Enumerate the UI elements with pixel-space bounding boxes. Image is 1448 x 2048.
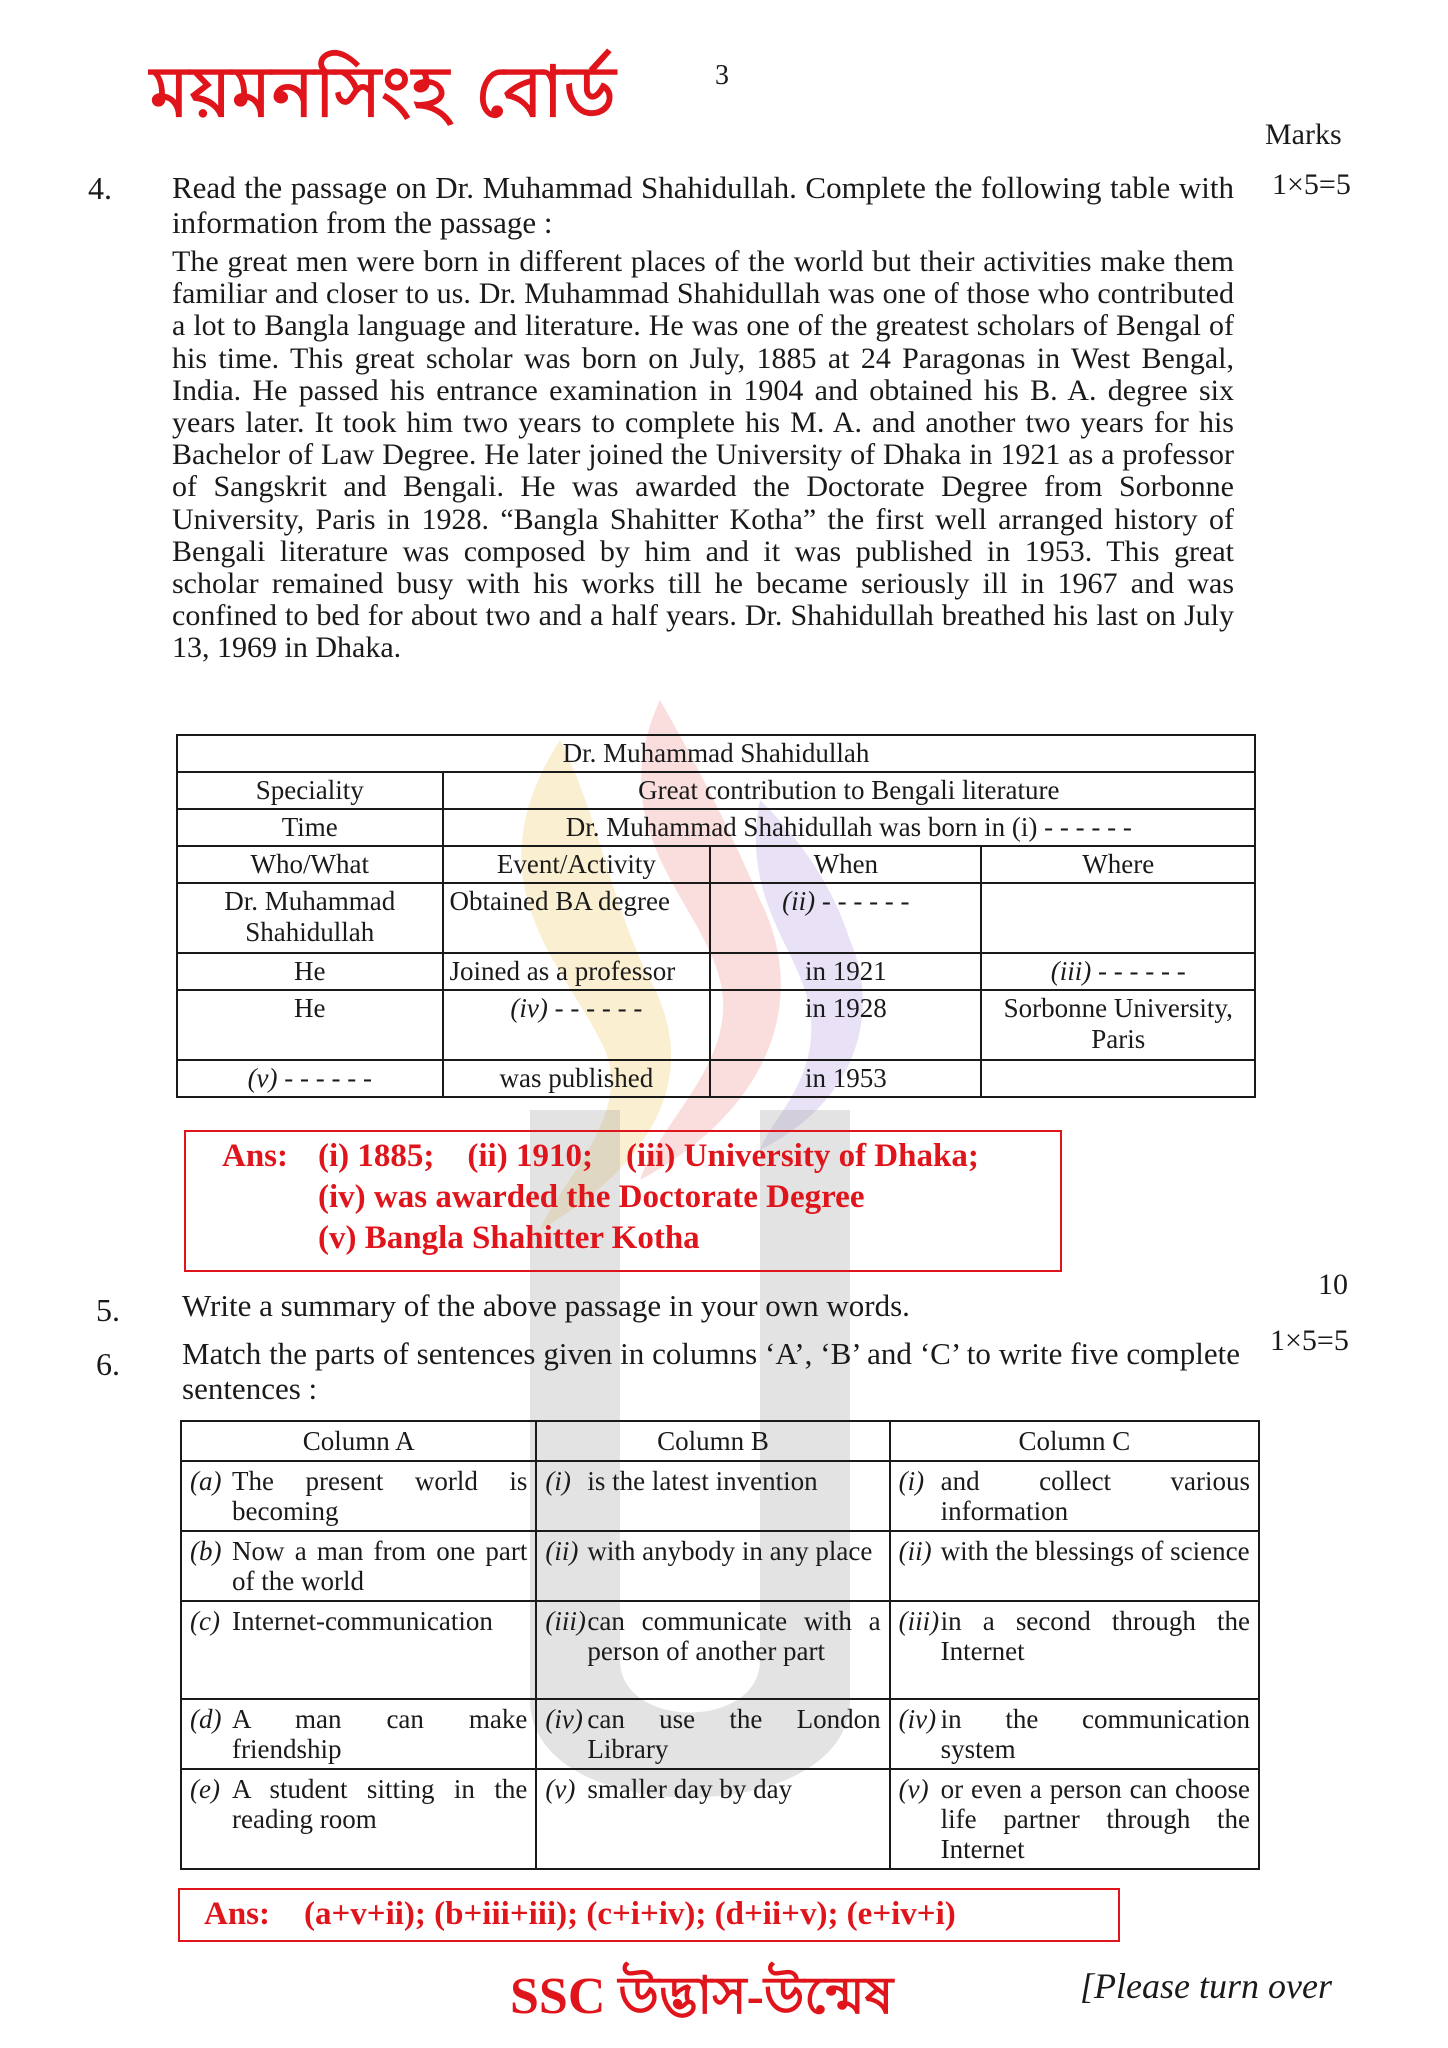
item-text: A student sitting in the reading room bbox=[232, 1774, 528, 1834]
q5-number: 5. bbox=[96, 1292, 120, 1328]
table-cell: Sorbonne University, Paris bbox=[981, 990, 1255, 1060]
item-text: can use the London Library bbox=[587, 1704, 881, 1764]
column-c-header: Column C bbox=[890, 1421, 1259, 1461]
q4-number: 4. bbox=[88, 170, 112, 206]
table-cell: in 1921 bbox=[710, 953, 981, 990]
table-cell: was published bbox=[443, 1060, 711, 1097]
table-cell bbox=[981, 1060, 1255, 1097]
item-text: and collect various information bbox=[940, 1466, 1250, 1526]
q6-answer-label: Ans: bbox=[204, 1896, 271, 1932]
table-title: Dr. Muhammad Shahidullah bbox=[177, 735, 1255, 772]
q4-answer-line1: (i) 1885; (ii) 1910; (iii) University of Dhaka; bbox=[318, 1138, 979, 1174]
item-key: (i) bbox=[898, 1466, 925, 1496]
q6-marks: 1×5=5 bbox=[1270, 1324, 1349, 1357]
item-text: in the communication system bbox=[940, 1704, 1250, 1764]
q6-match-table bbox=[180, 1420, 1260, 1870]
item-text: The present world is becoming bbox=[232, 1466, 528, 1526]
item-key: (a) bbox=[190, 1466, 222, 1496]
time-label: Time bbox=[177, 809, 443, 846]
q6-number: 6. bbox=[96, 1346, 120, 1382]
table-cell bbox=[981, 883, 1255, 953]
item-key: (iv) bbox=[898, 1704, 937, 1734]
header-event: Event/Activity bbox=[443, 846, 711, 883]
item-text: is the latest invention bbox=[587, 1466, 818, 1496]
item-text: with anybody in any place bbox=[587, 1536, 873, 1566]
table-cell: Dr. Muhammad Shahidullah bbox=[177, 883, 443, 953]
q4-answer-line2: (iv) was awarded the Doctorate Degree bbox=[318, 1179, 865, 1215]
table-cell: Obtained BA degree bbox=[443, 883, 711, 953]
board-title: ময়মনসিংহ বোর্ড bbox=[150, 51, 617, 133]
q6-answer-text: (a+v+ii); (b+iii+iii); (c+i+iv); (d+ii+v); (e+iv+i) bbox=[304, 1896, 956, 1932]
item-key: (iii) bbox=[898, 1606, 940, 1636]
q4-answer-line3: (v) Bangla Shahitter Kotha bbox=[318, 1220, 700, 1256]
table-cell: He bbox=[177, 953, 443, 990]
item-key: (ii) bbox=[898, 1536, 932, 1566]
item-key: (iv) bbox=[545, 1704, 583, 1734]
speciality-label: Speciality bbox=[177, 772, 443, 809]
table-cell: Joined as a professor bbox=[443, 953, 711, 990]
q4-info-table bbox=[176, 734, 1256, 1098]
q5-marks: 10 bbox=[1318, 1268, 1348, 1301]
item-key: (iii) bbox=[545, 1606, 586, 1636]
item-text: Internet-communication bbox=[232, 1606, 493, 1636]
page-number: 3 bbox=[715, 60, 729, 91]
table-cell: (iii) - - - - - - bbox=[981, 953, 1255, 990]
q4-answer-label: Ans: bbox=[222, 1138, 289, 1174]
item-key: (d) bbox=[190, 1704, 222, 1734]
item-key: (b) bbox=[190, 1536, 222, 1566]
header-who: Who/What bbox=[177, 846, 443, 883]
item-key: (ii) bbox=[545, 1536, 579, 1566]
header-when: When bbox=[710, 846, 981, 883]
item-text: A man can make friendship bbox=[232, 1704, 528, 1764]
item-text: with the blessings of science bbox=[940, 1536, 1250, 1566]
table-cell: (v) - - - - - - bbox=[177, 1060, 443, 1097]
column-b-header: Column B bbox=[536, 1421, 889, 1461]
q6-text: Match the parts of sentences given in columns ‘A’, ‘B’ and ‘C’ to write five complete sentences : bbox=[182, 1336, 1240, 1406]
header-where: Where bbox=[981, 846, 1255, 883]
marks-heading: Marks bbox=[1265, 118, 1342, 151]
item-key: (v) bbox=[545, 1774, 576, 1804]
table-cell: He bbox=[177, 990, 443, 1060]
q4-instruction: Read the passage on Dr. Muhammad Shahidullah. Complete the following table with information from the passage : bbox=[172, 170, 1234, 240]
item-text: in a second through the Internet bbox=[940, 1606, 1250, 1666]
item-key: (c) bbox=[190, 1606, 220, 1636]
table-cell: in 1953 bbox=[710, 1060, 981, 1097]
item-text: Now a man from one part of the world bbox=[232, 1536, 528, 1596]
item-key: (i) bbox=[545, 1466, 571, 1496]
q4-passage: The great men were born in different places of the world but their activities make them familiar and closer to us. Dr. Muhammad Shahidullah was one of those who contributed a lot to Bangla language and literature. He was one of the greatest scholars of Bengal of his time. This great scholar was born on July, 1885 at 24 Paragonas in West Bengal, India. He passed his entrance examination in 1904 and obtained his B. A. degree six years later. It took him two years to complete his M. A. and another two years for his Bachelor of Law Degree. He later joined the University of Dhaka in 1921 as a professor of Sangskrit and Bengali. He was awarded the Doctorate Degree from Sorbonne University, Paris in 1928. “Bangla Shahitter Kotha” the first well arranged history of Bengali literature was composed by him and it was published in 1953. This great scholar remained busy with his works till he became seriously ill in 1967 and was confined to bed for about two and a half years. Dr. Shahidullah breathed his last on July 13, 1969 in Dhaka. bbox=[172, 245, 1234, 665]
q4-answer-box bbox=[184, 1130, 1062, 1272]
column-a-header: Column A bbox=[181, 1421, 536, 1461]
table-cell: in 1928 bbox=[710, 990, 981, 1060]
q4-marks: 1×5=5 bbox=[1272, 168, 1351, 201]
q5-text: Write a summary of the above passage in your own words. bbox=[182, 1288, 910, 1323]
table-cell: (ii) - - - - - - bbox=[710, 883, 981, 953]
item-text: smaller day by day bbox=[587, 1774, 793, 1804]
turn-over-note: [Please turn over bbox=[1080, 1966, 1332, 2006]
q6-answer-box bbox=[178, 1888, 1120, 1942]
table-cell: (iv) - - - - - - bbox=[443, 990, 711, 1060]
item-text: can communicate with a person of another part bbox=[587, 1606, 881, 1666]
item-text: or even a person can choose life partner through the Internet bbox=[940, 1774, 1250, 1864]
time-value: Dr. Muhammad Shahidullah was born in (i) - - - - - - bbox=[443, 809, 1255, 846]
item-key: (v) bbox=[898, 1774, 929, 1804]
speciality-value: Great contribution to Bengali literature bbox=[443, 772, 1255, 809]
item-key: (e) bbox=[190, 1774, 220, 1804]
footer-brand: SSC উদ্ভাস-উন্মেষ bbox=[510, 1968, 894, 2025]
